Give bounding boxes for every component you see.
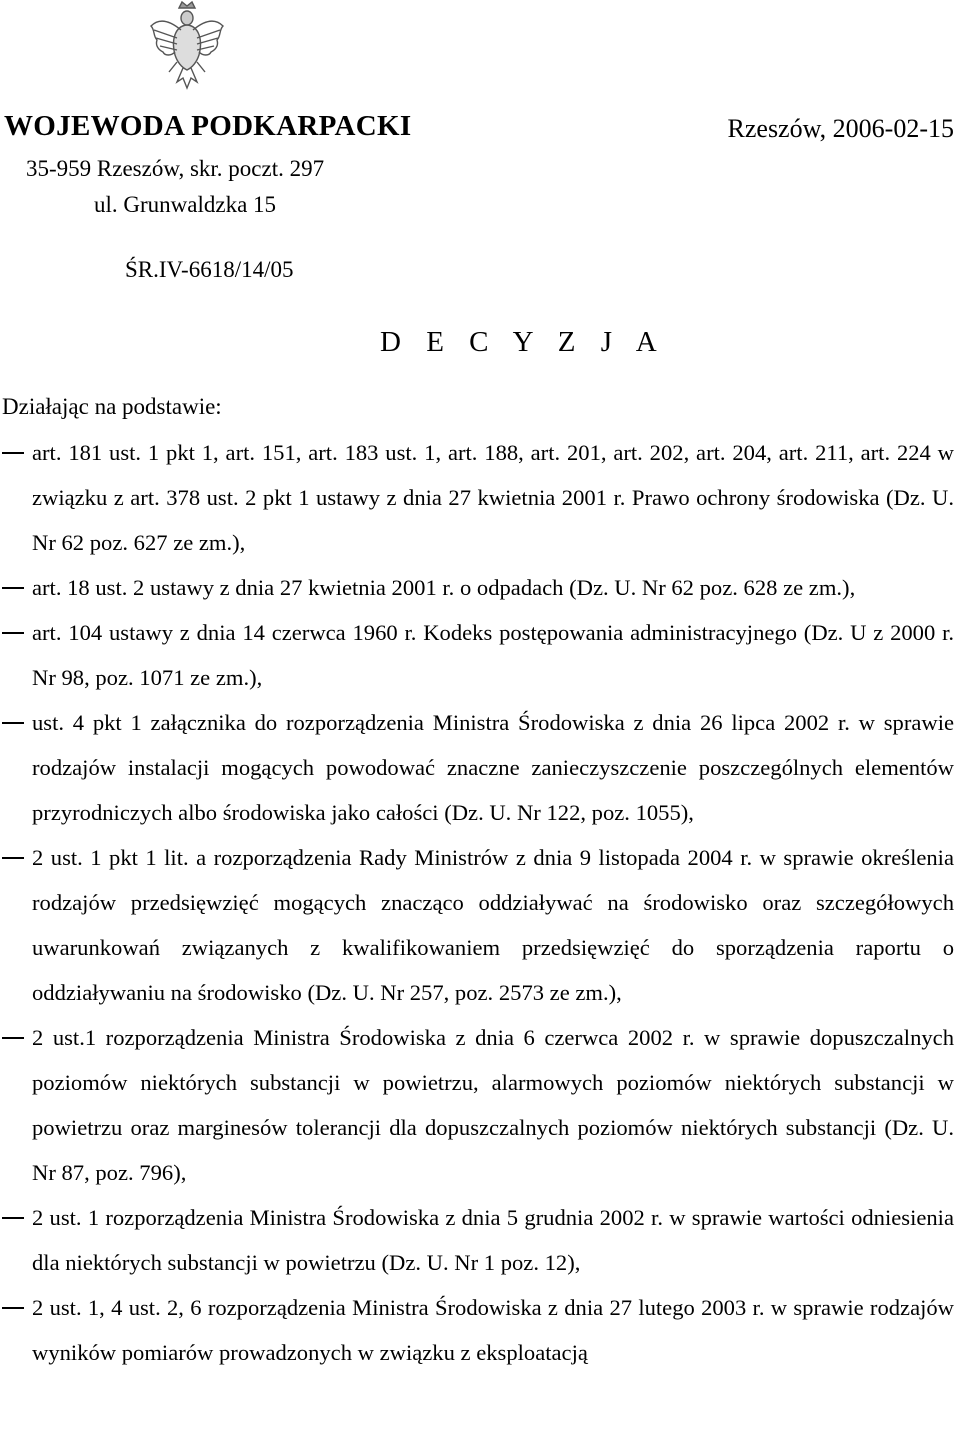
list-item-text: 2 ust. 1 pkt 1 lit. a rozporządzenia Rady Ministrów z dnia 9 listopada 2004 r. w sprawie określenia rodzajów przedsięwzięć mogących znacząco oddziaływać na środowisko oraz szczegółowych uwarunkowań związanych z kwalifikowaniem przedsięwzięć do sporządzenia raportu o oddziaływaniu na środowisko (Dz. U. Nr 257, poz. 2573 ze zm.), [32,845,954,1005]
reference-number: ŚR.IV-6618/14/05 [125,257,294,282]
address-line-2: ul. Grunwaldzka 15 [94,192,277,217]
list-item [0,835,960,1015]
address-line-1: 35-959 Rzeszów, skr. poczt. 297 [26,156,325,181]
list-item [0,430,960,565]
list-item [0,565,960,610]
legal-basis-list [0,430,960,1375]
dash-bullet [2,857,24,859]
authority-block [4,110,411,143]
list-item [0,1015,960,1195]
dash-bullet [2,722,24,724]
eagle-icon [147,0,227,90]
intro-text: Działając na podstawie: [2,394,222,419]
list-item-text: ust. 4 pkt 1 załącznika do rozporządzenia Ministra Środowiska z dnia 26 lipca 2002 r. w sprawie rodzajów instalacji mogących powodować znaczne zanieczyszczenie poszczególnych elementów przyrodniczych albo środowiska jako całości (Dz. U. Nr 122, poz. 1055), [32,710,954,825]
list-item-text: art. 18 ust. 2 ustawy z dnia 27 kwietnia 2001 r. o odpadach (Dz. U. Nr 62 poz. 628 ze zm.), [32,575,856,600]
list-item-text: art. 104 ustawy z dnia 14 czerwca 1960 r. Kodeks postępowania administracyjnego (Dz. U z 2000 r. Nr 98, poz. 1071 ze zm.), [32,620,954,690]
list-item-text: 2 ust.1 rozporządzenia Ministra Środowiska z dnia 6 czerwca 2002 r. w sprawie dopuszczalnych poziomów niektórych substancji w powietrzu, alarmowych poziomów niektórych substancji w powietrzu oraz marginesów tolerancji dla dopuszczalnych poziomów niektórych substancji (Dz. U. Nr 87, poz. 796), [32,1025,954,1185]
list-item-text: 2 ust. 1, 4 ust. 2, 6 rozporządzenia Ministra Środowiska z dnia 27 lutego 2003 r. w sprawie rodzajów wyników pomiarów prowadzonych w związku z eksploatacją [32,1295,954,1365]
dash-bullet [2,1307,24,1309]
document-title: D E C Y Z J A [380,326,666,358]
list-item [0,1285,960,1375]
dash-bullet [2,1037,24,1039]
list-item [0,1195,960,1285]
dash-bullet [2,587,24,589]
list-item [0,610,960,700]
document-date: Rzeszów, 2006-02-15 [727,114,954,143]
list-item-text: 2 ust. 1 rozporządzenia Ministra Środowiska z dnia 5 grudnia 2002 r. w sprawie wartości odniesienia dla niektórych substancji w powietrzu (Dz. U. Nr 1 poz. 12), [32,1205,954,1275]
dash-bullet [2,1217,24,1219]
list-item-text: art. 181 ust. 1 pkt 1, art. 151, art. 183 ust. 1, art. 188, art. 201, art. 202, art. 204, art. 211, art. 224 w związku z art. 378 ust. 2 pkt 1 ustawy z dnia 27 kwietnia 2001 r. Prawo ochrony środowiska (Dz. U. Nr 62 poz. 627 ze zm.), [32,440,954,555]
dash-bullet [2,632,24,634]
dash-bullet [2,452,24,454]
list-item [0,700,960,835]
issuing-authority: WOJEWODA PODKARPACKI [4,110,412,142]
polish-eagle-emblem [147,0,227,90]
